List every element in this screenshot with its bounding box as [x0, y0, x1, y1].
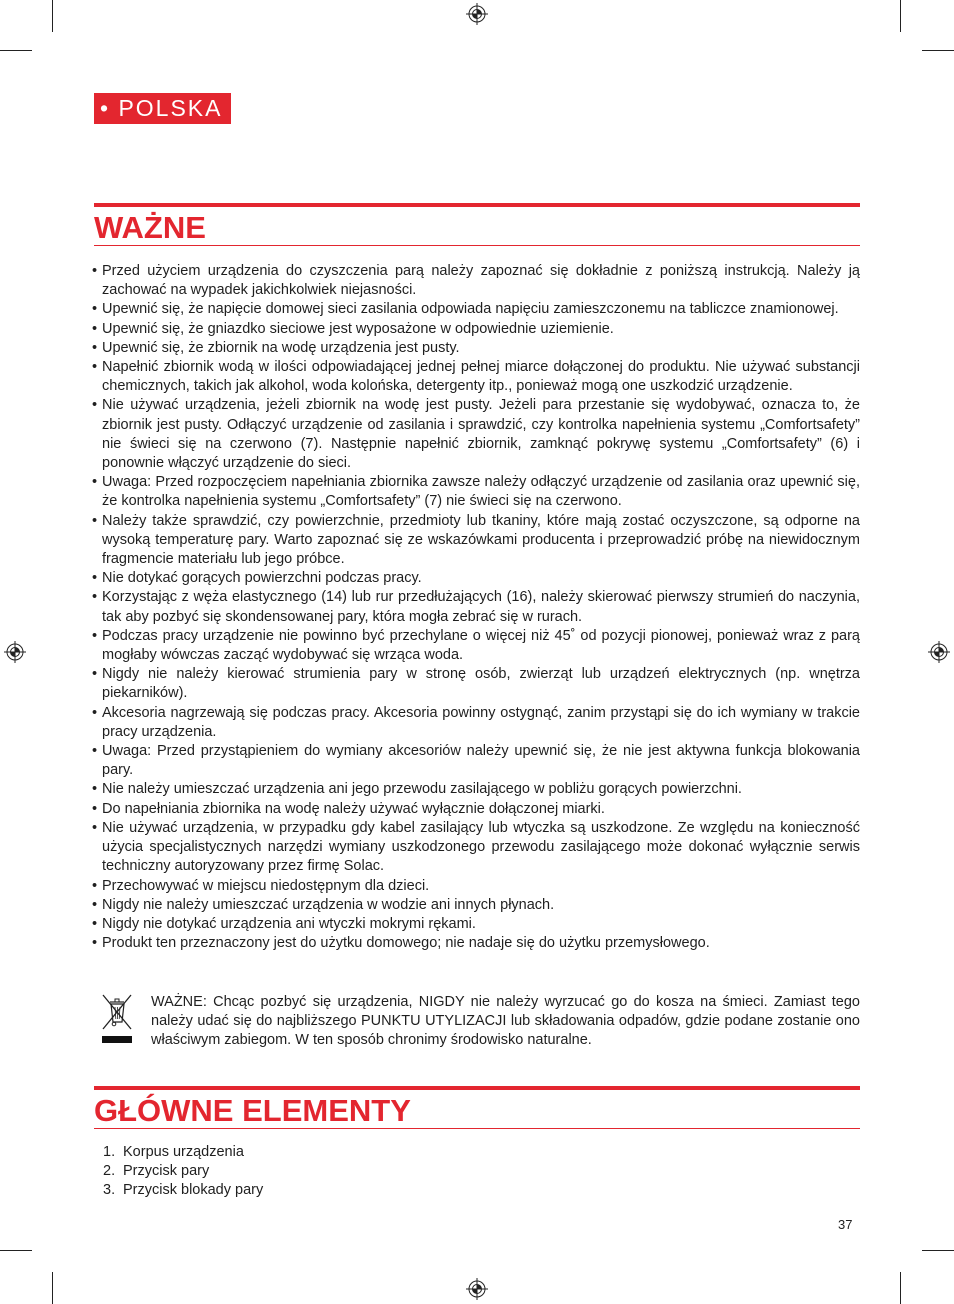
crop-mark — [0, 50, 32, 51]
list-item: • Nie dotykać gorących powierzchni podczas pracy. — [92, 569, 860, 588]
list-item: • Nigdy nie dotykać urządzenia ani wtyczki mokrymi rękami. — [92, 915, 860, 934]
list-item: • Nigdy nie należy kierować strumienia pary w stronę osób, zwierząt lub urządzeń elektrycznych (np. wnętrza piekarników). — [92, 665, 860, 703]
section-components-header — [94, 1086, 860, 1129]
language-badge: • POLSKA — [94, 93, 231, 124]
registration-mark-icon — [928, 641, 950, 663]
registration-mark-icon — [466, 3, 488, 25]
list-item: • Nie używać urządzenia, jeżeli zbiornik na wodę jest pusty. Jeżeli para przestanie się wydobywać, oznacza to, że zbiornik jest pusty. Odłączyć urządzenie od zasilania i sprawdzić, czy kontrolka napełnienia systemu „Comfortsafety” nie świeci się na czerwono (7). Następnie napełnić zbiornik, zamknąć pokrywę systemu „Comfortsafety” (6) i ponownie włączyć urządzenie do sieci. — [92, 396, 860, 473]
section-components-title: GŁÓWNE ELEMENTY — [94, 1093, 411, 1128]
list-item: • Podczas pracy urządzenie nie powinno być przechylane o więcej niż 45˚ od pozycji pionowej, ponieważ wraz z parą mogłaby wówczas zacząć wydobywać się wrząca woda. — [92, 627, 860, 665]
crop-mark — [922, 50, 954, 51]
list-item — [103, 1181, 263, 1200]
section-important-title: WAŻNE — [94, 210, 206, 245]
list-item: • Produkt ten przeznaczony jest do użytku domowego; nie nadaje się do użytku przemysłowego. — [92, 934, 860, 953]
list-item: • Należy także sprawdzić, czy powierzchnie, przedmioty lub tkaniny, które mają zostać oczyszczone, są odporne na wysoką temperaturę pary. Warto zapoznać się ze wskazówkami producenta i przeprowadzić próbę na niewidocznym fragmencie materiału lub jego próbce. — [92, 512, 860, 570]
list-item: • Uwaga: Przed rozpoczęciem napełniania zbiornika zawsze należy odłączyć urządzenie od zasilania oraz upewnić się, że kontrolka napełnienia systemu „Comfortsafety” (7) nie świeci się na czerwono. — [92, 473, 860, 511]
list-item: • Upewnić się, że zbiornik na wodę urządzenia jest pusty. — [92, 339, 860, 358]
crop-mark — [900, 1272, 901, 1304]
list-item: • Korzystając z węża elastycznego (14) lub rur przedłużających (16), należy skierować pierwszy strumień do naczynia, tak aby pozbyć się skondensowanej pary, która mogła zebrać się w rurach. — [92, 588, 860, 626]
item-number: 2. — [103, 1163, 116, 1180]
disposal-note — [94, 993, 860, 1055]
list-item: • Przechowywać w miejscu niedostępnym dla dzieci. — [92, 877, 860, 896]
warnings-list — [92, 262, 860, 953]
disposal-text: WAŻNE: Chcąc pozbyć się urządzenia, NIGDY nie należy wyrzucać go do kosza na śmieci. Zamiast tego należy udać się do najbliższego PUNKTU UTYLIZACJI lub składowania odpadów, gdzie podane zostanie ono właściwym zabiegom. W ten sposób chronimy środowisko naturalne. — [151, 994, 860, 1049]
crop-mark — [922, 1250, 954, 1251]
list-item: • Uwaga: Przed przystąpieniem do wymiany akcesoriów należy upewnić się, że nie jest aktywna funkcja blokowania pary. — [92, 742, 860, 780]
list-item: • Nie używać urządzenia, w przypadku gdy kabel zasilający lub wtyczka są uszkodzone. Ze względu na konieczność użycia specjalistycznych narzędzi wymiany uszkodzonego przewodu zasilającego może dokonać wyłącznie serwis techniczny autoryzowany przez firmę Solac. — [92, 819, 860, 877]
item-number: 1. — [103, 1144, 116, 1160]
registration-mark-icon — [4, 641, 26, 663]
crossed-out-wheelie-bin-icon — [102, 993, 132, 1045]
list-item: • Do napełniania zbiornika na wodę należy używać wyłącznie dołączonej miarki. — [92, 800, 860, 819]
item-label: Korpus urządzenia — [123, 1144, 244, 1160]
crop-mark — [52, 0, 53, 32]
list-item: • Nigdy nie należy umieszczać urządzenia w wodzie ani innych płynach. — [92, 896, 860, 915]
list-item: • Przed użyciem urządzenia do czyszczenia parą należy zapoznać się dokładnie z poniższą instrukcją. Należy ją zachować na wypadek jakichkolwiek niejasności. — [92, 262, 860, 300]
section-important-header — [94, 203, 860, 246]
list-item — [103, 1162, 263, 1181]
list-item: • Napełnić zbiornik wodą w ilości odpowiadającej jednej pełnej miarce dołączonej do produktu. Nie używać substancji chemicznych, takich jak alkohol, woda kolońska, detergenty itp., ponieważ mogą one uszkodzić urządzenie. — [92, 358, 860, 396]
crop-mark — [52, 1272, 53, 1304]
item-label: Przycisk blokady pary — [123, 1182, 264, 1199]
components-list — [103, 1143, 263, 1201]
list-item: • Akcesoria nagrzewają się podczas pracy. Akcesoria powinny ostygnąć, zanim przystąpi się do ich wymiany w trakcie pracy urządzenia. — [92, 704, 860, 742]
list-item — [103, 1143, 263, 1162]
registration-mark-icon — [466, 1278, 488, 1300]
section-bottom-rule — [94, 245, 860, 246]
list-item: • Upewnić się, że napięcie domowej sieci zasilania odpowiada napięciu zamieszczonemu na tabliczce znamionowej. — [92, 300, 860, 319]
item-number: 3. — [103, 1182, 116, 1199]
item-label: Przycisk pary — [123, 1163, 210, 1180]
page-number: 37 — [838, 1217, 853, 1232]
crop-mark — [0, 1250, 32, 1251]
crop-mark — [900, 0, 901, 32]
list-item: • Nie należy umieszczać urządzenia ani jego przewodu zasilającego w pobliżu gorących powierzchni. — [92, 780, 860, 799]
list-item: • Upewnić się, że gniazdko sieciowe jest wyposażone w odpowiednie uziemienie. — [92, 320, 860, 339]
